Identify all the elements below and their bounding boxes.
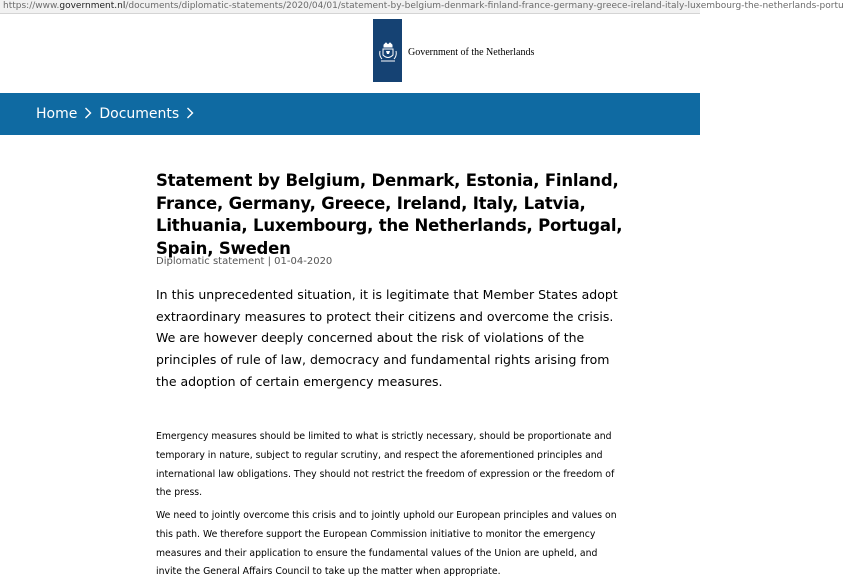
breadcrumb-bar	[0, 93, 700, 135]
document-meta: Diplomatic statement | 01-04-2020	[156, 256, 333, 267]
body-paragraph-1: Emergency measures should be limited to what is strictly necessary, should be proportionate and temporary in nature, subject to regular scrutiny, and respect the aforementioned principles and international law obligations. They should not restrict the freedom of expression or the freedom of the press.	[156, 431, 615, 499]
page-title: Statement by Belgium, Denmark, Estonia, Finland, France, Germany, Greece, Ireland, Italy, Latvia, Lithuania, Luxembourg, the Netherlands, Portugal, Spain, Sweden	[156, 171, 623, 258]
site-logo-link[interactable]	[373, 19, 534, 87]
coat-of-arms-icon	[377, 42, 399, 64]
lead-paragraph: In this unprecedented situation, it is legitimate that Member States adopt extraordinary measures to protect their citizens and overcome the crisis. We are however deeply concerned about the risk of violations of the principles of rule of law, democracy and fundamental rights arising from the adoption of certain emergency measures.	[156, 287, 618, 389]
logo-text: Government of the Netherlands	[408, 47, 535, 58]
body-paragraph-2: We need to jointly overcome this crisis and to jointly uphold our European principles and values on this path. We therefore support the European Commission initiative to monitor the emergency measures and their application to ensure the fundamental values of the Union are upheld, and invite the General Affairs Council to take up the matter when appropriate.	[156, 510, 617, 578]
chevron-right-icon	[186, 105, 194, 123]
url-path: /documents/diplomatic-statements/2020/04/01/statement-by-belgium-denmark-finland-france-germany-greece-ireland-italy-luxembourg-the-netherlands-portu	[125, 1, 844, 11]
address-bar[interactable]	[0, 0, 844, 14]
breadcrumb-home[interactable]: Home	[36, 106, 78, 122]
url-domain: government.nl	[59, 1, 126, 11]
breadcrumb	[36, 93, 201, 135]
chevron-right-icon	[84, 105, 92, 123]
breadcrumb-documents[interactable]: Documents	[99, 106, 180, 122]
url-prefix: https://www.	[3, 1, 60, 11]
coat-of-arms-logo	[373, 19, 402, 82]
